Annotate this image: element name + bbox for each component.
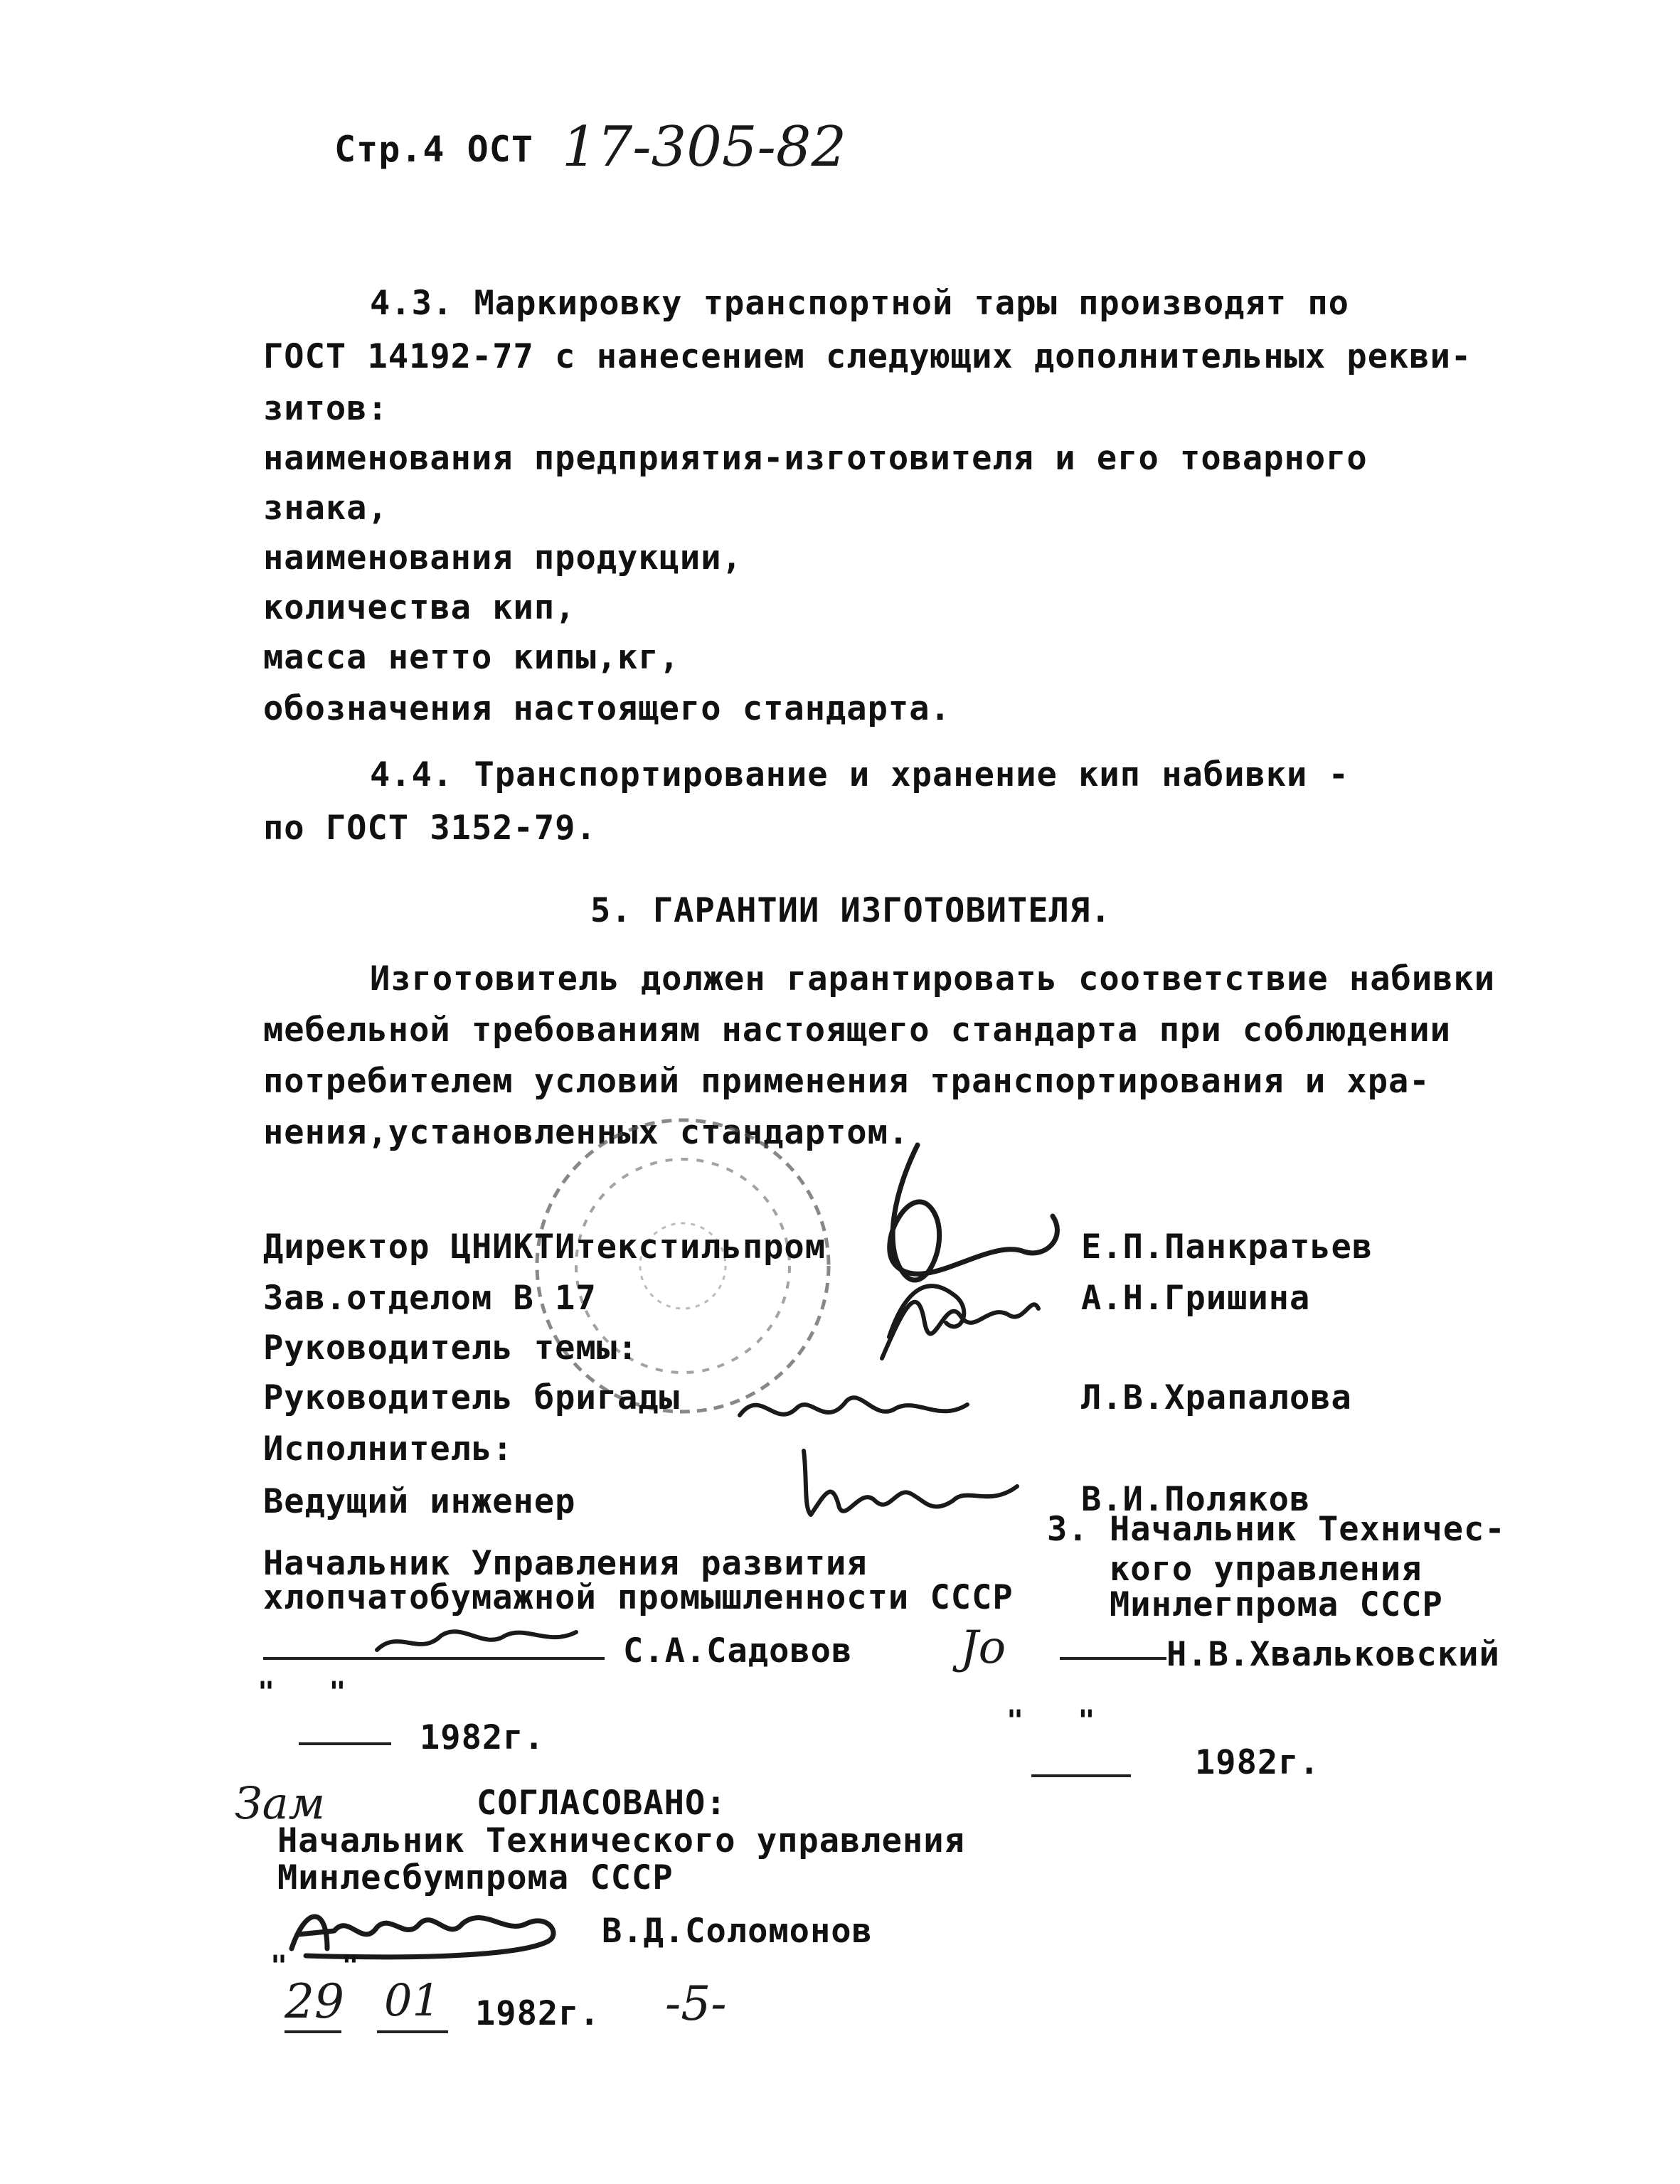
brigade-lead-role: Руководитель бригады xyxy=(263,1378,680,1417)
executor-label: Исполнитель: xyxy=(263,1429,514,1469)
guarantee-line: потребителем условий применения транспортирования и хра- xyxy=(263,1062,1430,1101)
approval-right-line1: Начальник Техничес- xyxy=(1110,1510,1506,1549)
director-name: Е.П.Панкратьев xyxy=(1081,1227,1373,1267)
list-item: наименования предприятия-изготовителя и его товарного xyxy=(263,439,1368,478)
approval-right-line2: кого управления xyxy=(1110,1550,1423,1589)
head-dept-name: А.Н.Гришина xyxy=(1081,1279,1311,1318)
date-underline xyxy=(377,2030,448,2033)
p43-line2: ГОСТ 14192-77 с нанесением следующих дополнительных рекви- xyxy=(263,337,1472,376)
list-item: количества кип, xyxy=(263,588,576,627)
date-quotes: " " xyxy=(257,1676,347,1709)
approval-left-line2: хлопчатобумажной промышленности СССР xyxy=(263,1578,1014,1617)
approval-left-year: 1982г. xyxy=(420,1718,545,1757)
agreed-name: В.Д.Соломонов xyxy=(602,1912,873,1951)
date-underline xyxy=(285,2030,341,2033)
approval-right-name: Н.В.Хвальковский xyxy=(1166,1635,1500,1674)
guarantee-line: Изготовитель должен гарантировать соответствие набивки xyxy=(370,959,1496,998)
director-role: Директор ЦНИКТИтекстильпром xyxy=(263,1227,826,1267)
topic-lead-role: Руководитель темы: xyxy=(263,1328,639,1368)
approval-right-prefix: 3. xyxy=(1047,1510,1089,1549)
date-line xyxy=(1031,1774,1131,1777)
brigade-lead-signature xyxy=(733,1373,974,1444)
head-dept-role: Зав.отделом В 17 xyxy=(263,1279,597,1318)
approval-right-line3: Минлегпрома СССР xyxy=(1110,1585,1443,1624)
date-quotes: " " xyxy=(270,1950,360,1983)
page-number: -5- xyxy=(665,1976,727,2031)
p43-line1: 4.3. Маркировку транспортной тары производят по xyxy=(370,284,1349,323)
handwritten-day: Jo xyxy=(960,1621,1006,1674)
head-dept-signature xyxy=(868,1266,1053,1373)
signature-line xyxy=(1060,1657,1166,1660)
agreed-label: СОГЛАСОВАНО: xyxy=(477,1784,727,1823)
p44-line2: по ГОСТ 3152-79. xyxy=(263,809,597,848)
guarantee-line: нения,установленных стандартом. xyxy=(263,1113,910,1152)
brigade-lead-name: Л.В.Храпалова xyxy=(1081,1378,1352,1417)
p43-line3: зитов: xyxy=(263,389,388,428)
section-heading: 5. ГАРАНТИИ ИЗГОТОВИТЕЛЯ. xyxy=(590,891,1112,930)
lead-engineer-role: Ведущий инженер xyxy=(263,1482,576,1521)
p44-line1: 4.4. Транспортирование и хранение кип набивки - xyxy=(370,755,1349,794)
agreed-year: 1982г. xyxy=(475,1994,600,2033)
agreed-day: 29 xyxy=(285,1974,344,2029)
handwritten-note: Зам xyxy=(235,1777,325,1829)
list-item: обозначения настоящего стандарта. xyxy=(263,689,951,728)
date-quotes: " " xyxy=(1006,1705,1096,1737)
date-line xyxy=(299,1742,391,1745)
page-label: Стр.4 ОСТ xyxy=(334,129,533,170)
list-item: наименования продукции, xyxy=(263,538,743,577)
guarantee-line: мебельной требованиям настоящего стандарта при соблюдении xyxy=(263,1011,1451,1050)
agreed-line1: Начальник Технического управления xyxy=(277,1821,965,1860)
list-item: знака, xyxy=(263,489,388,528)
list-item: масса нетто кипы,кг, xyxy=(263,638,680,677)
left-approval-signature xyxy=(370,1614,583,1664)
approval-left-name: С.А.Садовов xyxy=(623,1631,853,1671)
lead-engineer-name: В.И.Поляков xyxy=(1081,1480,1311,1519)
executor-signature xyxy=(790,1444,1024,1529)
approval-left-line1: Начальник Управления развития xyxy=(263,1544,868,1583)
agreed-line2: Минлесбумпрома СССР xyxy=(277,1858,674,1897)
standard-number-handwritten: 17-305-82 xyxy=(562,115,847,179)
agreed-month: 01 xyxy=(384,1974,440,2026)
approval-right-year: 1982г. xyxy=(1195,1743,1320,1782)
